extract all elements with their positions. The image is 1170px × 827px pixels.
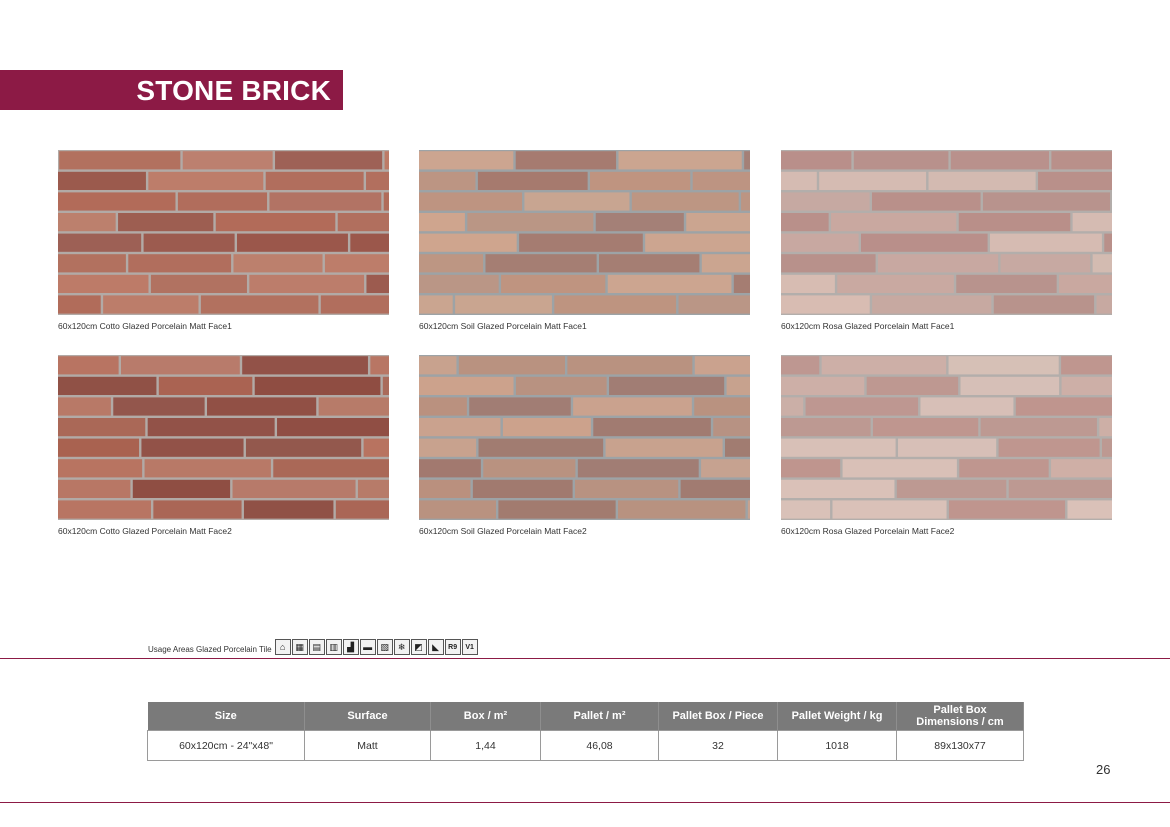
tile-caption: 60x120cm Soil Glazed Porcelain Matt Face1 [419,321,587,331]
terrace-icon: ▧ [377,639,393,655]
tile-card [419,355,750,536]
divider-bottom [0,802,1170,803]
header-pallet-box-piece: Pallet Box / Piece [659,702,778,731]
page-number: 26 [1096,762,1111,777]
tile-card [781,355,1112,536]
cell-box-m2: 1,44 [431,731,541,761]
slope-icon: ◣ [428,639,444,655]
header-size: Size [148,702,305,731]
usage-icon-strip [275,639,478,655]
tile-caption: 60x120cm Soil Glazed Porcelain Matt Face2 [419,526,587,536]
cell-pallet-box-piece: 32 [659,731,778,761]
specs-header-row [148,702,1024,731]
stairs-icon: ▟ [343,639,359,655]
brick-tile-image [58,150,389,315]
r9-icon: R9 [445,639,461,655]
brick-tile-image [781,150,1112,315]
tile-caption: 60x120cm Cotto Glazed Porcelain Matt Face1 [58,321,232,331]
brick-tile-image [781,355,1112,520]
brick-tile-image [419,150,750,315]
cell-pallet-m2: 46,08 [541,731,659,761]
wall-icon: ▬ [360,639,376,655]
usage-areas-label: Usage Areas Glazed Porcelain Tile [148,645,272,654]
tile-caption: 60x120cm Rosa Glazed Porcelain Matt Face1 [781,321,955,331]
cell-size: 60x120cm - 24"x48" [148,731,305,761]
page-title: STONE BRICK [136,75,331,106]
tile-card [781,150,1112,331]
header-surface: Surface [305,702,431,731]
header-box-m2: Box / m² [431,702,541,731]
commercial-icon: ▥ [326,639,342,655]
house-icon: ⌂ [275,639,291,655]
tile-card [58,355,389,536]
v1-icon: V1 [462,639,478,655]
header-pallet-dimensions: Pallet Box Dimensions / cm [897,702,1024,731]
frost-icon: ❄ [394,639,410,655]
brick-tile-image [419,355,750,520]
specs-table [147,702,1024,761]
cell-surface: Matt [305,731,431,761]
header-pallet-weight: Pallet Weight / kg [778,702,897,731]
usage-areas [148,637,478,655]
brick-tile-image [58,355,389,520]
tile-card [58,150,389,331]
tile-card [419,150,750,331]
table-row [148,731,1024,761]
tile-caption: 60x120cm Rosa Glazed Porcelain Matt Face2 [781,526,955,536]
mirror-icon: ◩ [411,639,427,655]
title-band [0,70,343,110]
header-pallet-m2: Pallet / m² [541,702,659,731]
bathroom-icon: ▦ [292,639,308,655]
cell-pallet-weight: 1018 [778,731,897,761]
tile-caption: 60x120cm Cotto Glazed Porcelain Matt Face2 [58,526,232,536]
divider-top [0,658,1170,659]
kitchen-icon: ▤ [309,639,325,655]
cell-pallet-dimensions: 89x130x77 [897,731,1024,761]
